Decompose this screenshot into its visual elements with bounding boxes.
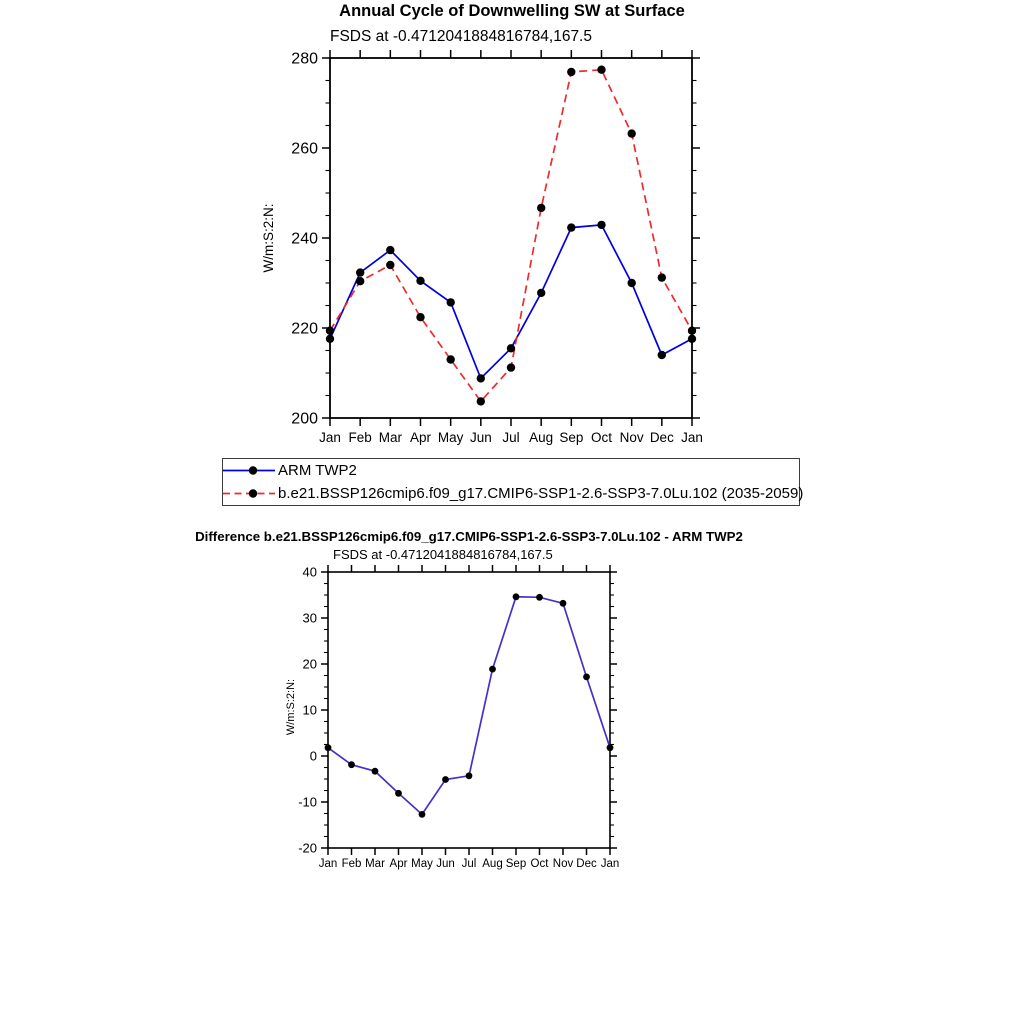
- data-point-marker: [583, 674, 590, 681]
- data-point-marker: [326, 335, 334, 343]
- data-point-marker: [447, 298, 455, 306]
- data-point-marker: [356, 277, 364, 285]
- y-tick-label: 200: [291, 410, 318, 428]
- data-point-marker: [537, 289, 545, 297]
- x-tick-label: Dec: [576, 858, 597, 870]
- y-tick-label: 280: [291, 50, 318, 68]
- data-point-marker: [372, 768, 379, 775]
- y-tick-label: -10: [298, 794, 317, 810]
- data-point-marker: [597, 221, 605, 229]
- data-point-marker: [513, 593, 520, 600]
- x-tick-label: Feb: [341, 858, 362, 870]
- legend-label-arm-twp2: ARM TWP2: [278, 462, 357, 479]
- x-tick-label: Dec: [649, 430, 674, 445]
- data-point-marker: [507, 344, 515, 352]
- data-point-marker: [386, 246, 394, 254]
- x-tick-label: Jun: [469, 430, 492, 445]
- top-chart-title: Annual Cycle of Downwelling SW at Surface: [339, 2, 685, 20]
- x-tick-label: Apr: [389, 858, 408, 870]
- data-point-marker: [442, 776, 449, 783]
- x-tick-label: Jul: [502, 430, 520, 445]
- data-point-marker: [567, 68, 575, 76]
- legend-line-sample-solid-icon: [223, 459, 275, 482]
- y-tick-label: 40: [302, 564, 317, 580]
- x-tick-label: Jun: [436, 858, 455, 870]
- x-tick-label: Aug: [529, 430, 554, 445]
- data-point-marker: [477, 374, 485, 382]
- y-tick-label: 30: [302, 610, 317, 626]
- data-point-marker: [416, 277, 424, 285]
- data-point-marker: [325, 744, 332, 751]
- x-tick-label: May: [411, 858, 433, 870]
- y-tick-label: -20: [298, 840, 317, 856]
- data-point-marker: [537, 204, 545, 212]
- x-tick-label: May: [437, 430, 464, 445]
- data-point-marker: [658, 273, 666, 281]
- y-tick-label: 220: [291, 320, 318, 338]
- x-tick-label: Jan: [318, 858, 338, 870]
- data-point-marker: [688, 335, 696, 343]
- legend-line-sample-dashed-icon: [223, 482, 275, 505]
- legend-item-arm-twp2: [223, 459, 799, 482]
- bottom-chart-y-axis-label: W/m:S:2:N:: [285, 678, 297, 736]
- bottom-chart-title: Difference b.e21.BSSP126cmip6.f09_g17.CMIP6-SSP1-2.6-SSP3-7.0Lu.102 - ARM TWP2: [195, 529, 743, 544]
- data-point-marker: [395, 790, 402, 797]
- y-tick-label: 0: [309, 748, 317, 764]
- plot-frame: [328, 572, 610, 848]
- data-point-marker: [628, 279, 636, 287]
- x-tick-label: Apr: [409, 430, 432, 445]
- x-tick-label: Sep: [559, 430, 584, 445]
- bottom-chart-plot: [250, 558, 680, 883]
- data-point-marker: [507, 363, 515, 371]
- data-point-marker: [348, 761, 355, 768]
- x-tick-label: Oct: [590, 430, 613, 445]
- legend: [222, 458, 804, 506]
- data-point-marker: [560, 600, 567, 607]
- y-tick-label: 20: [302, 656, 317, 672]
- data-point-marker: [536, 594, 543, 601]
- series-line: [330, 225, 692, 379]
- data-point-marker: [597, 66, 605, 74]
- x-tick-label: Feb: [348, 430, 372, 445]
- x-tick-label: Jul: [461, 858, 477, 870]
- x-tick-label: Aug: [482, 858, 503, 870]
- data-point-marker: [567, 223, 575, 231]
- data-point-marker: [607, 744, 614, 751]
- data-point-marker: [419, 811, 426, 818]
- x-tick-label: Mar: [365, 858, 385, 870]
- top-chart-y-axis-label: W/m:S:2:N:: [261, 203, 276, 273]
- data-point-marker: [688, 327, 696, 335]
- data-point-marker: [416, 313, 424, 321]
- x-tick-label: Nov: [619, 430, 644, 445]
- x-tick-label: Jan: [600, 858, 620, 870]
- data-point-marker: [489, 666, 496, 673]
- data-point-marker: [658, 351, 666, 359]
- x-tick-label: Nov: [552, 858, 574, 870]
- data-point-marker: [386, 261, 394, 269]
- x-tick-label: Sep: [505, 858, 527, 870]
- data-point-marker: [628, 129, 636, 137]
- legend-item-model: [223, 482, 804, 505]
- data-point-marker: [466, 772, 473, 779]
- data-point-marker: [447, 355, 455, 363]
- series-line: [328, 597, 610, 815]
- x-tick-label: Jan: [319, 430, 341, 445]
- y-tick-label: 260: [291, 140, 318, 158]
- top-chart-plot: [240, 48, 740, 453]
- y-tick-label: 240: [291, 230, 318, 248]
- data-point-marker: [477, 397, 485, 405]
- legend-label-model: b.e21.BSSP126cmip6.f09_g17.CMIP6-SSP1-2.6-SSP3-7.0Lu.102 (2035-2059): [278, 485, 804, 502]
- x-tick-label: Jan: [681, 430, 703, 445]
- y-tick-label: 10: [302, 702, 317, 718]
- data-point-marker: [356, 268, 364, 276]
- x-tick-label: Mar: [378, 430, 402, 445]
- data-point-marker: [326, 327, 334, 335]
- x-tick-label: Oct: [530, 858, 549, 870]
- top-chart-subtitle: FSDS at -0.4712041884816784,167.5: [330, 28, 592, 45]
- bottom-chart-subtitle: FSDS at -0.4712041884816784,167.5: [333, 547, 553, 562]
